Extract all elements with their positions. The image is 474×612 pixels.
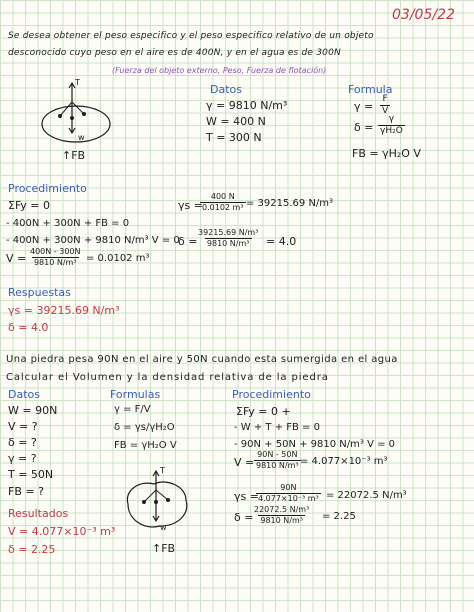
fraction-denominator: 9810 N/m³ [260,516,303,525]
force-line-left [144,490,156,502]
problem2-datos-line: V = ? [8,420,38,433]
problem2-v-fraction [254,451,301,470]
problem1-statement-line2: desconocido cuyo peso en el aire es de 400N, y en el agua es de 300N [8,48,341,58]
fraction-numerator: 39215.69 N/m³ [198,228,259,237]
problem1-statement-line1: Se desea obtener el peso especifico y el peso especifico relativo de un objeto [8,31,374,41]
fraction-numerator: 90N - 50N [257,450,298,459]
problem1-gamma-fraction [200,193,246,212]
problem2-delta-result: = 2.25 [322,511,356,522]
problem2-datos-line: W = 90N [8,404,58,417]
problem1-formula-delta-fraction [378,115,405,136]
problem2-statement-line1: Una piedra pesa 90N en el aire y 50N cuando esta sumergida en el agua [6,354,398,365]
problem1-delta-fraction [196,229,260,248]
problem2-gamma-result: = 22072.5 N/m³ [326,490,407,501]
fraction-numerator: γ [388,114,395,124]
problem2-label-w: w [160,523,167,532]
force-point-left [58,114,62,118]
problem1-formula-title: Formula [348,83,393,96]
problem2-delta-fraction [252,506,311,525]
force-point-center [70,116,74,120]
force-line-left [60,102,72,116]
problem2-datos-line: T = 50N [8,468,54,481]
problem1-delta-result: = 4.0 [266,235,297,248]
problem1-procedimiento-line: - 400N + 300N + 9810 N/m³ V = 0 [6,235,180,246]
problem2-datos-line: δ = ? [8,436,37,449]
fraction-denominator: 0.0102 m³ [202,203,244,212]
problem1-datos-line: W = 400 N [206,115,266,128]
problem2-formula-line: δ = γs/γH₂O [114,422,175,433]
problem2-datos-line: FB = ? [8,485,44,498]
problem2-label-fb: ↑FB [152,542,176,555]
problem1-label-t: T [75,78,80,87]
problem1-gamma-result: = 39215.69 N/m³ [246,198,334,209]
problem1-formula-delta-lhs: δ = [354,121,374,134]
problem2-procedimiento-title: Procedimiento [232,388,311,401]
force-line-right [72,102,84,114]
problem2-datos-line: γ = ? [8,452,37,465]
problem1-datos-line: T = 300 N [206,131,262,144]
problem2-formula-line: FB = γH₂O V [114,440,177,451]
problem2-resultados-title: Resultados [8,507,69,520]
problem2-procedimiento-line: ΣFy = 0 + [236,405,291,418]
problem1-note: (Fuerza del objeto externo, Peso, Fuerza de flotación) [112,66,327,75]
object-outline [42,106,110,142]
problem1-v-lhs: V = [6,252,27,265]
problem1-respuesta: γs = 39215.69 N/m³ [8,304,120,317]
problem1-respuestas-title: Respuestas [8,286,71,299]
fraction-denominator: V [382,106,389,116]
date: 03/05/22 [392,7,455,23]
fraction-denominator: γH₂O [380,126,403,136]
problem2-gamma-fraction [256,484,321,503]
problem2-label-t: T [160,466,165,475]
problem2-resultado: δ = 2.25 [8,543,56,556]
problem1-label-fb: ↑FB [62,149,86,162]
problem2-statement-line2: Calcular el Volumen y la densidad relativa de la piedra [6,372,329,383]
fraction-numerator: 400 N [210,192,235,201]
fraction-denominator: 4.077×10⁻³ m³ [258,494,319,503]
problem1-respuesta: δ = 4.0 [8,321,49,334]
fraction-denominator: 9810 N/m³ [33,258,77,267]
fraction-numerator: 400N - 300N [30,247,81,256]
problem2-free-body-diagram [120,470,200,550]
force-line-right [156,490,168,500]
problem2-procedimiento-line: - W + T + FB = 0 [234,422,320,433]
problem2-formula-line: γ = F/V [114,404,151,415]
problem2-v-lhs: V = [234,456,255,469]
problem1-v-fraction [28,248,82,267]
fraction-numerator: F [382,94,388,104]
fraction-numerator: 22072.5 N/m³ [254,505,310,514]
problem2-v-result: = 4.077×10⁻³ m³ [300,456,388,467]
problem1-gamma-lhs: γs = [178,199,203,212]
fraction-numerator: 90N [280,483,297,492]
problem1-formula-gamma-lhs: γ = [354,100,374,113]
problem1-v-result: = 0.0102 m³ [86,253,150,264]
problem1-procedimiento-title: Procedimiento [8,182,87,195]
problem1-formula-fb: FB = γH₂O V [352,147,421,160]
fraction-denominator: 9810 N/m³ [206,239,250,248]
force-point-left [142,500,146,504]
problem1-datos-line: γ = 9810 N/m³ [206,99,288,112]
problem1-datos-title: Datos [210,83,242,96]
problem2-resultado: V = 4.077×10⁻³ m³ [8,525,116,538]
force-point-right [82,112,86,116]
problem2-delta-lhs: δ = [234,511,254,524]
problem1-procedimiento-line: - 400N + 300N + FB = 0 [6,218,130,229]
problem1-label-w: w [78,133,85,142]
force-point-center [154,500,158,504]
problem2-datos-title: Datos [8,388,40,401]
problem2-procedimiento-line: - 90N + 50N + 9810 N/m³ V = 0 [234,439,396,450]
fraction-denominator: 9810 N/m³ [256,461,299,470]
problem2-formulas-title: Formulas [110,388,161,401]
problem1-formula-gamma-fraction [380,95,390,116]
force-point-right [166,498,170,502]
problem1-delta-lhs: δ = [178,235,198,248]
problem1-procedimiento-line: ΣFy = 0 [8,199,50,212]
problem2-gamma-lhs: γs = [234,490,259,503]
